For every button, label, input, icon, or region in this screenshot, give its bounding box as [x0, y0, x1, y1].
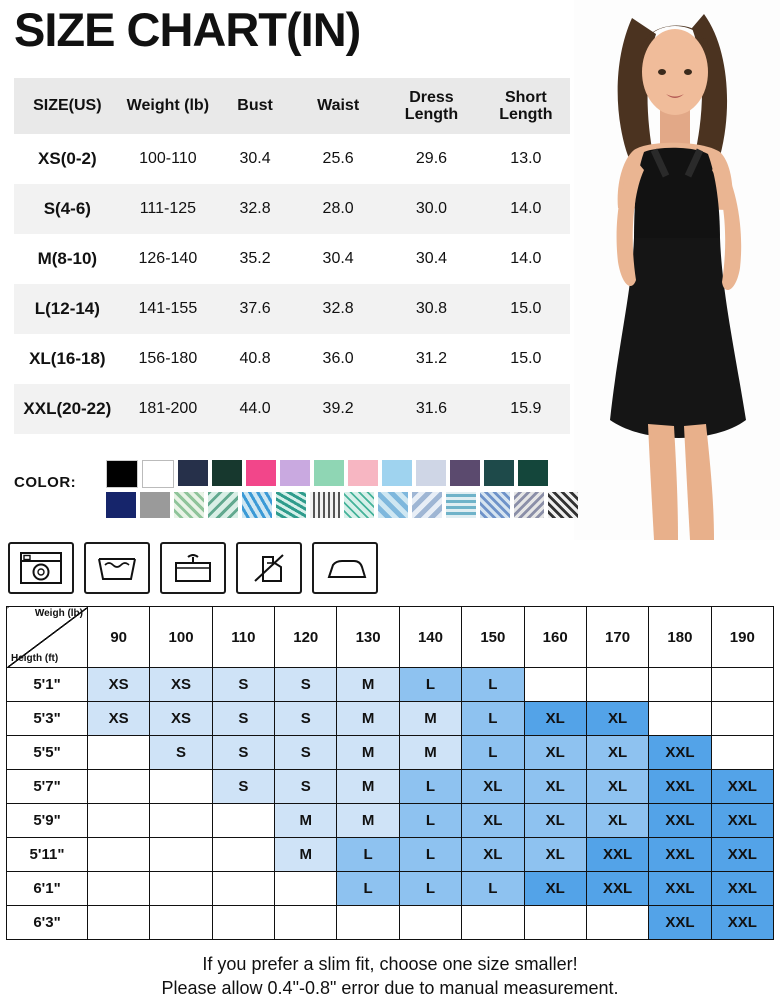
matrix-cell [711, 702, 773, 736]
matrix-cell: XL [524, 804, 586, 838]
matrix-cell: XS [150, 668, 212, 702]
matrix-weight-110: 110 [212, 607, 274, 668]
matrix-cell: XS [88, 702, 150, 736]
matrix-cell: XXL [649, 872, 711, 906]
cell-weight: 181-200 [121, 384, 215, 434]
matrix-cell: XXL [649, 838, 711, 872]
matrix-weight-90: 90 [88, 607, 150, 668]
matrix-cell: XL [462, 770, 524, 804]
cell-short-length: 15.0 [482, 334, 570, 384]
matrix-cell: M [275, 838, 337, 872]
cell-bust: 30.4 [215, 134, 295, 184]
cell-bust: 40.8 [215, 334, 295, 384]
matrix-cell: S [212, 702, 274, 736]
cell-dress-length: 31.6 [381, 384, 482, 434]
color-swatch[interactable] [106, 492, 136, 518]
color-swatch-print[interactable] [514, 492, 544, 518]
matrix-row [7, 736, 774, 770]
color-swatch-row-2 [106, 492, 578, 518]
table-row [14, 334, 570, 384]
matrix-row [7, 668, 774, 702]
matrix-cell: S [275, 702, 337, 736]
matrix-cell [88, 736, 150, 770]
matrix-height: 5'11" [7, 838, 88, 872]
footer-line-2: Please allow 0.4"-0.8" error due to manual measurement. [161, 978, 619, 999]
footer-line-1: If you prefer a slim fit, choose one size smaller! [202, 954, 578, 974]
cell-dress-length: 29.6 [381, 134, 482, 184]
cell-bust: 44.0 [215, 384, 295, 434]
matrix-weight-140: 140 [399, 607, 461, 668]
table-row [14, 134, 570, 184]
washing-machine-icon [8, 542, 74, 594]
cell-weight: 141-155 [121, 284, 215, 334]
color-swatch-print[interactable] [412, 492, 442, 518]
matrix-weight-120: 120 [275, 607, 337, 668]
matrix-cell: S [275, 770, 337, 804]
matrix-cell: XXL [586, 838, 648, 872]
color-label: COLOR: [14, 474, 77, 491]
cell-weight: 111-125 [121, 184, 215, 234]
matrix-height-label: Heigth (ft) [11, 652, 59, 664]
matrix-weight-170: 170 [586, 607, 648, 668]
matrix-weight-150: 150 [462, 607, 524, 668]
color-swatch-print[interactable] [344, 492, 374, 518]
matrix-cell [212, 838, 274, 872]
matrix-height: 5'9" [7, 804, 88, 838]
color-swatch[interactable] [280, 460, 310, 486]
matrix-cell: L [462, 702, 524, 736]
cell-weight: 100-110 [121, 134, 215, 184]
matrix-cell [212, 872, 274, 906]
matrix-cell [711, 736, 773, 770]
matrix-header-row [7, 607, 774, 668]
height-weight-matrix [6, 606, 774, 940]
matrix-cell: XXL [649, 736, 711, 770]
care-instructions [8, 542, 378, 594]
color-swatch[interactable] [246, 460, 276, 486]
matrix-cell: XL [524, 702, 586, 736]
col-header-bust: Bust [215, 78, 295, 134]
matrix-cell: L [337, 838, 399, 872]
matrix-height: 5'5" [7, 736, 88, 770]
matrix-height: 5'1" [7, 668, 88, 702]
col-header-dress-length: Dress Length [381, 78, 482, 134]
cell-bust: 37.6 [215, 284, 295, 334]
matrix-cell: S [212, 668, 274, 702]
cell-size: XL(16-18) [14, 334, 121, 384]
cell-short-length: 14.0 [482, 234, 570, 284]
color-swatch[interactable] [518, 460, 548, 486]
matrix-cell: M [337, 736, 399, 770]
color-swatch[interactable] [212, 460, 242, 486]
matrix-cell: XXL [711, 804, 773, 838]
matrix-cell: XXL [649, 906, 711, 940]
cell-dress-length: 30.8 [381, 284, 482, 334]
matrix-cell [150, 804, 212, 838]
matrix-cell: XL [462, 838, 524, 872]
matrix-row [7, 906, 774, 940]
cell-dress-length: 30.0 [381, 184, 482, 234]
cell-dress-length: 30.4 [381, 234, 482, 284]
cell-waist: 36.0 [295, 334, 381, 384]
color-swatch-row-1 [106, 460, 578, 488]
matrix-cell [212, 906, 274, 940]
cell-size: XXL(20-22) [14, 384, 121, 434]
matrix-cell: S [275, 736, 337, 770]
matrix-weight-160: 160 [524, 607, 586, 668]
color-swatch[interactable] [484, 460, 514, 486]
table-row [14, 384, 570, 434]
color-swatch-print[interactable] [310, 492, 340, 518]
matrix-cell: L [337, 872, 399, 906]
matrix-weight-180: 180 [649, 607, 711, 668]
color-swatch[interactable] [314, 460, 344, 486]
color-swatch-print[interactable] [208, 492, 238, 518]
matrix-cell: L [399, 838, 461, 872]
color-swatch[interactable] [382, 460, 412, 486]
matrix-weight-190: 190 [711, 607, 773, 668]
color-swatch[interactable] [106, 460, 138, 488]
cell-short-length: 14.0 [482, 184, 570, 234]
matrix-height: 5'3" [7, 702, 88, 736]
color-swatch[interactable] [348, 460, 378, 486]
hand-wash-icon [84, 542, 150, 594]
cell-waist: 28.0 [295, 184, 381, 234]
matrix-cell [399, 906, 461, 940]
matrix-cell: L [399, 872, 461, 906]
matrix-cell: L [399, 668, 461, 702]
col-header-size: SIZE(US) [14, 78, 121, 134]
color-swatch-print[interactable] [548, 492, 578, 518]
cell-bust: 32.8 [215, 184, 295, 234]
cell-waist: 25.6 [295, 134, 381, 184]
color-swatch[interactable] [142, 460, 174, 488]
color-swatch[interactable] [450, 460, 480, 486]
matrix-cell: S [150, 736, 212, 770]
cell-waist: 32.8 [295, 284, 381, 334]
color-swatch-print[interactable] [446, 492, 476, 518]
color-swatch-print[interactable] [174, 492, 204, 518]
color-swatch[interactable] [140, 492, 170, 518]
table-row [14, 284, 570, 334]
matrix-cell [150, 872, 212, 906]
cell-weight: 126-140 [121, 234, 215, 284]
matrix-cell: S [212, 736, 274, 770]
matrix-cell [649, 668, 711, 702]
matrix-cell: M [337, 804, 399, 838]
matrix-cell: L [399, 770, 461, 804]
color-swatch-print[interactable] [242, 492, 272, 518]
matrix-cell: XL [586, 770, 648, 804]
matrix-row [7, 804, 774, 838]
matrix-cell: XL [586, 702, 648, 736]
tumble-dry-icon [160, 542, 226, 594]
matrix-cell [711, 668, 773, 702]
cell-dress-length: 31.2 [381, 334, 482, 384]
iron-icon [312, 542, 378, 594]
matrix-cell: M [337, 770, 399, 804]
matrix-cell [88, 804, 150, 838]
matrix-cell: XXL [649, 770, 711, 804]
matrix-cell [275, 872, 337, 906]
table-row [14, 234, 570, 284]
matrix-cell [150, 838, 212, 872]
matrix-cell: XXL [711, 838, 773, 872]
matrix-cell: XXL [711, 770, 773, 804]
table-header-row [14, 78, 570, 134]
matrix-height: 5'7" [7, 770, 88, 804]
matrix-cell [88, 770, 150, 804]
size-chart-table [14, 78, 570, 434]
matrix-cell [150, 770, 212, 804]
cell-waist: 30.4 [295, 234, 381, 284]
cell-weight: 156-180 [121, 334, 215, 384]
matrix-cell [88, 872, 150, 906]
col-header-short-length: Short Length [482, 78, 570, 134]
matrix-cell: XL [524, 872, 586, 906]
matrix-height: 6'3" [7, 906, 88, 940]
table-row [14, 184, 570, 234]
matrix-weight-label: Weigh (lb) [34, 608, 83, 619]
matrix-cell [586, 906, 648, 940]
matrix-cell: XL [462, 804, 524, 838]
cell-waist: 39.2 [295, 384, 381, 434]
cell-size: XS(0-2) [14, 134, 121, 184]
matrix-cell [462, 906, 524, 940]
matrix-cell: M [337, 668, 399, 702]
matrix-cell: S [212, 770, 274, 804]
matrix-row [7, 702, 774, 736]
matrix-cell [88, 906, 150, 940]
matrix-cell [88, 838, 150, 872]
no-bleach-icon [236, 542, 302, 594]
matrix-cell: L [462, 668, 524, 702]
cell-bust: 35.2 [215, 234, 295, 284]
matrix-cell: XXL [586, 872, 648, 906]
matrix-cell: M [337, 702, 399, 736]
cell-short-length: 15.0 [482, 284, 570, 334]
matrix-row [7, 872, 774, 906]
cell-size: L(12-14) [14, 284, 121, 334]
color-swatch-print[interactable] [276, 492, 306, 518]
matrix-cell: M [275, 804, 337, 838]
matrix-cell [212, 804, 274, 838]
cell-short-length: 15.9 [482, 384, 570, 434]
matrix-cell [524, 906, 586, 940]
matrix-cell: L [399, 804, 461, 838]
matrix-cell [586, 668, 648, 702]
cell-size: M(8-10) [14, 234, 121, 284]
matrix-cell: XL [586, 736, 648, 770]
matrix-cell [649, 702, 711, 736]
matrix-cell: M [399, 702, 461, 736]
matrix-cell: L [462, 736, 524, 770]
matrix-cell: XL [524, 770, 586, 804]
matrix-cell [524, 668, 586, 702]
page-title: SIZE CHART(IN) [14, 3, 361, 56]
matrix-weight-130: 130 [337, 607, 399, 668]
matrix-row [7, 770, 774, 804]
color-swatch[interactable] [178, 460, 208, 486]
matrix-cell: XXL [711, 906, 773, 940]
matrix-cell: XS [88, 668, 150, 702]
matrix-cell [275, 906, 337, 940]
matrix-cell: M [399, 736, 461, 770]
matrix-cell: XS [150, 702, 212, 736]
cell-size: S(4-6) [14, 184, 121, 234]
matrix-cell: XL [586, 804, 648, 838]
matrix-weight-100: 100 [150, 607, 212, 668]
matrix-cell: XL [524, 736, 586, 770]
matrix-row [7, 838, 774, 872]
col-header-weight: Weight (lb) [121, 78, 215, 134]
matrix-corner-cell [7, 607, 88, 668]
matrix-cell: XL [524, 838, 586, 872]
color-swatch-print[interactable] [480, 492, 510, 518]
cell-short-length: 13.0 [482, 134, 570, 184]
matrix-cell: S [275, 668, 337, 702]
matrix-cell [150, 906, 212, 940]
model-photo [574, 0, 780, 540]
footer-note [0, 952, 780, 1001]
color-swatch[interactable] [416, 460, 446, 486]
matrix-cell: XXL [711, 872, 773, 906]
matrix-cell: XXL [649, 804, 711, 838]
matrix-height: 6'1" [7, 872, 88, 906]
color-swatches [106, 460, 578, 522]
matrix-cell [337, 906, 399, 940]
color-swatch-print[interactable] [378, 492, 408, 518]
col-header-waist: Waist [295, 78, 381, 134]
matrix-cell: L [462, 872, 524, 906]
